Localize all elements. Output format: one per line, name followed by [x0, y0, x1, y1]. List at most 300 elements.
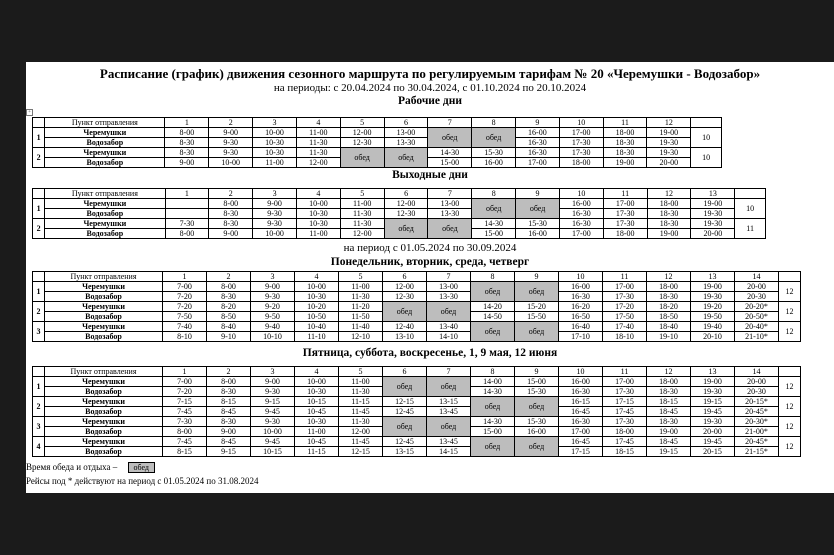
table-row [33, 397, 801, 407]
time-cell: 9-00 [209, 128, 253, 138]
time-cell: 18-20 [647, 302, 691, 312]
header-trip-number: 10 [559, 189, 603, 199]
trip-count: 12 [779, 377, 801, 397]
time-cell: 8-30 [209, 209, 253, 219]
time-cell: 18-00 [647, 282, 691, 292]
time-cell: 16-00 [559, 377, 603, 387]
time-cell: 19-40 [691, 322, 735, 332]
time-cell: 11-00 [339, 377, 383, 387]
time-cell: 17-30 [603, 219, 647, 229]
time-cell: 13-00 [384, 128, 428, 138]
time-cell: 8-30 [207, 292, 251, 302]
time-cell: 17-40 [603, 322, 647, 332]
time-cell: 18-00 [647, 199, 691, 209]
time-cell: 20-45* [735, 407, 779, 417]
header-trip-number: 6 [384, 189, 428, 199]
time-cell: 8-45 [207, 437, 251, 447]
time-cell: 9-20 [251, 302, 295, 312]
time-cell: 18-45 [647, 407, 691, 417]
time-cell: 21-10* [735, 332, 779, 342]
time-cell: 13-00 [427, 282, 471, 292]
time-cell: 13-30 [428, 209, 472, 219]
time-cell: 9-00 [209, 229, 253, 239]
bus-number: 1 [33, 282, 45, 302]
time-cell [165, 199, 209, 209]
bus-number: 1 [33, 128, 45, 148]
time-cell: 20-50* [735, 312, 779, 322]
time-cell: 9-00 [165, 158, 209, 168]
table-weekdays [32, 117, 722, 168]
header-trip-number: 8 [471, 272, 515, 282]
table-handle-icon: + [26, 109, 33, 116]
time-cell: 12-00 [340, 128, 384, 138]
time-cell: 11-30 [339, 387, 383, 397]
time-cell: 14-10 [427, 332, 471, 342]
time-cell: 8-00 [165, 128, 209, 138]
time-cell: 10-00 [297, 199, 341, 209]
time-cell: 20-30 [735, 292, 779, 302]
time-cell: 9-50 [251, 312, 295, 322]
table-row [33, 322, 801, 332]
time-cell: 15-20 [515, 302, 559, 312]
table-row [33, 138, 722, 148]
time-cell: 19-15 [691, 397, 735, 407]
time-cell: 8-15 [163, 447, 207, 457]
header-trip-number: 12 [647, 272, 691, 282]
time-cell: 20-20* [735, 302, 779, 312]
header-trip-number: 3 [251, 367, 295, 377]
table-row [33, 148, 722, 158]
asterisk-note: Рейсы под * действуют на период с 01.05.2024 по 31.08.2024 [26, 476, 259, 486]
bus-number: 2 [33, 148, 45, 168]
time-cell: 17-00 [515, 158, 559, 168]
lunch-cell: обед [384, 219, 428, 239]
time-cell: 16-30 [559, 292, 603, 302]
header-trip-number: 6 [383, 272, 427, 282]
time-cell: 9-30 [251, 292, 295, 302]
header-row [33, 189, 766, 199]
time-cell: 9-30 [209, 148, 253, 158]
time-cell: 15-00 [471, 427, 515, 437]
time-cell: 10-00 [253, 229, 297, 239]
header-stop-cell: Пункт отправления [45, 272, 163, 282]
time-cell: 16-00 [516, 229, 560, 239]
header-trip-number: 5 [340, 189, 384, 199]
header-trip-number: 8 [472, 189, 516, 199]
header-trip-number: 1 [165, 189, 209, 199]
header-trip-number: 12 [647, 367, 691, 377]
stop-name: Черемушки [45, 128, 165, 138]
time-cell: 7-50 [163, 312, 207, 322]
time-cell: 8-30 [209, 219, 253, 229]
time-cell: 9-30 [209, 138, 253, 148]
time-cell: 9-30 [253, 219, 297, 229]
time-cell: 14-30 [471, 417, 515, 427]
time-cell: 12-15 [383, 397, 427, 407]
bus-number: 3 [33, 417, 45, 437]
time-cell: 20-30* [735, 417, 779, 427]
header-trip-number: 13 [691, 272, 735, 282]
time-cell: 7-45 [163, 407, 207, 417]
time-cell: 19-15 [647, 447, 691, 457]
time-cell: 14-30 [472, 219, 516, 229]
time-cell: 11-30 [296, 138, 340, 148]
header-trip-number: 13 [691, 367, 735, 377]
time-cell: 20-00 [735, 282, 779, 292]
time-cell: 10-30 [295, 292, 339, 302]
trip-count: 11 [735, 219, 766, 239]
table-row [33, 209, 766, 219]
time-cell: 11-00 [339, 282, 383, 292]
time-cell: 19-30 [691, 292, 735, 302]
table-row [33, 199, 766, 209]
header-trip-number: 7 [427, 272, 471, 282]
time-cell: 9-10 [207, 332, 251, 342]
time-cell: 11-30 [340, 209, 384, 219]
time-cell: 19-50 [691, 312, 735, 322]
time-cell: 18-30 [647, 209, 691, 219]
header-trip-number: 7 [428, 118, 472, 128]
time-cell: 10-00 [295, 282, 339, 292]
time-cell: 20-40* [735, 322, 779, 332]
table-row [33, 437, 801, 447]
period-1-text: на периоды: с 20.04.2024 по 30.04.2024, с 01.10.2024 по 20.10.2024 [273, 82, 587, 94]
time-cell: 9-00 [251, 282, 295, 292]
table-row [33, 292, 801, 302]
lunch-cell: обед [383, 417, 427, 437]
bus-number: 2 [33, 219, 45, 239]
trip-count: 10 [691, 148, 722, 168]
time-cell: 17-45 [603, 437, 647, 447]
time-cell: 15-30 [472, 148, 516, 158]
time-cell: 18-50 [647, 312, 691, 322]
time-cell: 18-00 [603, 128, 647, 138]
time-cell: 12-00 [296, 158, 340, 168]
time-cell: 17-45 [603, 407, 647, 417]
header-row [33, 118, 722, 128]
time-cell: 10-00 [295, 377, 339, 387]
time-cell: 12-00 [383, 282, 427, 292]
stop-name: Черемушки [45, 417, 163, 427]
time-cell: 20-10 [691, 332, 735, 342]
time-cell: 19-45 [691, 437, 735, 447]
header-trip-number: 7 [427, 367, 471, 377]
stop-name: Водозабор [45, 158, 165, 168]
stop-name: Водозабор [45, 292, 163, 302]
time-cell: 19-00 [603, 158, 647, 168]
time-cell: 10-40 [295, 322, 339, 332]
time-cell: 11-00 [340, 199, 384, 209]
stop-name: Черемушки [45, 377, 163, 387]
header-trip-number: 12 [647, 189, 691, 199]
time-cell: 10-30 [295, 387, 339, 397]
trip-count: 12 [779, 417, 801, 437]
stop-name: Черемушки [45, 219, 165, 229]
time-cell: 19-00 [647, 229, 691, 239]
lunch-legend-swatch: обед [128, 462, 155, 473]
table-row [33, 377, 801, 387]
time-cell: 18-30 [647, 417, 691, 427]
time-cell: 12-30 [384, 209, 428, 219]
header-trip-number: 9 [515, 118, 559, 128]
time-cell: 14-00 [471, 377, 515, 387]
time-cell: 12-30 [340, 138, 384, 148]
time-cell: 10-00 [251, 427, 295, 437]
time-cell: 15-30 [516, 219, 560, 229]
time-cell: 20-15 [691, 447, 735, 457]
time-cell: 10-30 [253, 138, 297, 148]
time-cell: 13-40 [427, 322, 471, 332]
trip-count: 12 [779, 397, 801, 417]
time-cell: 17-00 [559, 427, 603, 437]
time-cell: 8-30 [165, 138, 209, 148]
lunch-cell: обед [515, 397, 559, 417]
header-stop-cell: Пункт отправления [45, 367, 163, 377]
header-stop-cell: Пункт отправления [45, 189, 165, 199]
header-trip-number: 4 [297, 189, 341, 199]
lunch-cell: обед [515, 282, 559, 302]
time-cell: 9-00 [207, 427, 251, 437]
header-trip-number: 2 [207, 367, 251, 377]
time-cell: 11-15 [295, 447, 339, 457]
time-cell: 8-00 [209, 199, 253, 209]
time-cell: 11-50 [339, 312, 383, 322]
time-cell: 14-20 [471, 302, 515, 312]
stop-name: Водозабор [45, 209, 165, 219]
time-cell: 11-30 [339, 417, 383, 427]
time-cell: 14-30 [428, 148, 472, 158]
stop-name: Водозабор [45, 387, 163, 397]
time-cell: 16-30 [559, 417, 603, 427]
time-cell: 15-30 [515, 417, 559, 427]
time-cell: 13-45 [427, 407, 471, 417]
time-cell: 17-30 [603, 292, 647, 302]
bus-number: 1 [33, 199, 45, 219]
lunch-cell: обед [471, 397, 515, 417]
time-cell: 20-15* [735, 397, 779, 407]
time-cell: 7-00 [163, 282, 207, 292]
time-cell: 9-00 [251, 377, 295, 387]
table-row [33, 447, 801, 457]
time-cell: 20-00 [647, 158, 691, 168]
trip-count: 12 [779, 282, 801, 302]
lunch-cell: обед [472, 199, 516, 219]
time-cell: 16-00 [515, 427, 559, 437]
trip-count: 12 [779, 322, 801, 342]
stop-name: Черемушки [45, 199, 165, 209]
time-cell: 8-20 [207, 302, 251, 312]
time-cell: 17-00 [559, 229, 603, 239]
time-cell: 10-30 [253, 148, 297, 158]
time-cell: 10-45 [295, 407, 339, 417]
time-cell: 8-00 [163, 427, 207, 437]
time-cell: 19-00 [647, 128, 691, 138]
time-cell: 16-00 [515, 128, 559, 138]
time-cell: 10-45 [295, 437, 339, 447]
time-cell: 18-15 [603, 447, 647, 457]
time-cell: 9-45 [251, 437, 295, 447]
time-cell: 17-30 [603, 387, 647, 397]
time-cell: 10-30 [297, 219, 341, 229]
time-cell: 16-30 [515, 148, 559, 158]
schedule-document [26, 62, 834, 493]
header-trip-number: 2 [207, 272, 251, 282]
time-cell: 16-00 [559, 282, 603, 292]
header-count-cell [779, 367, 801, 377]
stop-name: Водозабор [45, 427, 163, 437]
time-cell: 13-45 [427, 437, 471, 447]
header-trip-number: 11 [603, 367, 647, 377]
table-mon-thu [32, 271, 801, 342]
time-cell: 16-20 [559, 302, 603, 312]
lunch-cell: обед [427, 417, 471, 437]
time-cell: 18-30 [603, 138, 647, 148]
time-cell: 16-00 [472, 158, 516, 168]
stop-name: Черемушки [45, 397, 163, 407]
lunch-cell: обед [427, 377, 471, 397]
time-cell: 16-30 [559, 209, 603, 219]
header-trip-number: 10 [559, 118, 603, 128]
time-cell: 19-30 [647, 148, 691, 158]
time-cell: 15-00 [472, 229, 516, 239]
time-cell: 15-50 [515, 312, 559, 322]
time-cell: 17-00 [559, 128, 603, 138]
time-cell: 16-40 [559, 322, 603, 332]
header-num-cell [33, 118, 45, 128]
time-cell: 19-45 [691, 407, 735, 417]
time-cell: 17-15 [603, 397, 647, 407]
lunch-cell: обед [515, 322, 559, 342]
time-cell: 18-30 [603, 148, 647, 158]
header-trip-number: 1 [165, 118, 209, 128]
lunch-cell: обед [383, 377, 427, 397]
lunch-cell: обед [472, 128, 516, 148]
time-cell: 8-15 [207, 397, 251, 407]
header-trip-number: 6 [384, 118, 428, 128]
bus-number: 2 [33, 302, 45, 322]
table-row [33, 302, 801, 312]
table-row [33, 219, 766, 229]
time-cell: 7-40 [163, 322, 207, 332]
time-cell: 12-10 [339, 332, 383, 342]
time-cell: 19-00 [647, 427, 691, 437]
heading-fri-sun: Пятница, суббота, воскресенье, 1, 9 мая, 12 июня [302, 347, 558, 359]
time-cell: 17-30 [559, 148, 603, 158]
time-cell: 11-00 [295, 427, 339, 437]
time-cell: 15-00 [428, 158, 472, 168]
lunch-cell: обед [516, 199, 560, 219]
header-trip-number: 3 [251, 272, 295, 282]
lunch-cell: обед [428, 128, 472, 148]
time-cell: 19-30 [691, 387, 735, 397]
time-cell: 16-30 [559, 219, 603, 229]
time-cell: 20-30 [735, 387, 779, 397]
time-cell: 7-20 [163, 302, 207, 312]
time-cell: 19-30 [691, 209, 735, 219]
time-cell: 11-15 [339, 397, 383, 407]
header-trip-number: 8 [472, 118, 516, 128]
header-trip-number: 10 [559, 367, 603, 377]
time-cell: 16-00 [559, 199, 603, 209]
time-cell: 16-50 [559, 312, 603, 322]
header-trip-number: 2 [209, 189, 253, 199]
time-cell: 13-10 [383, 332, 427, 342]
time-cell: 11-00 [253, 158, 297, 168]
time-cell: 12-45 [383, 407, 427, 417]
header-trip-number: 11 [603, 189, 647, 199]
period-2-text: на период с 01.05.2024 по 30.09.2024 [343, 242, 517, 254]
time-cell: 17-30 [559, 138, 603, 148]
time-cell: 19-30 [691, 219, 735, 229]
lunch-cell: обед [340, 148, 384, 168]
header-trip-number: 7 [428, 189, 472, 199]
header-trip-number: 1 [163, 272, 207, 282]
stop-name: Водозабор [45, 229, 165, 239]
time-cell: 12-30 [383, 292, 427, 302]
time-cell: 9-30 [253, 209, 297, 219]
time-cell: 11-30 [339, 292, 383, 302]
time-cell: 18-15 [647, 397, 691, 407]
time-cell: 11-30 [340, 219, 384, 229]
header-trip-number: 14 [735, 367, 779, 377]
time-cell: 20-00 [691, 229, 735, 239]
table-weekends [32, 188, 766, 239]
header-trip-number: 11 [603, 272, 647, 282]
header-trip-number: 10 [559, 272, 603, 282]
time-cell: 10-00 [253, 128, 297, 138]
stop-name: Водозабор [45, 447, 163, 457]
lunch-cell: обед [471, 322, 515, 342]
time-cell: 7-30 [163, 417, 207, 427]
trip-count: 12 [779, 437, 801, 457]
bus-number: 3 [33, 322, 45, 342]
time-cell: 10-20 [295, 302, 339, 312]
lunch-cell: обед [471, 437, 515, 457]
header-trip-number: 4 [295, 367, 339, 377]
document-title: Расписание (график) движения сезонного маршрута по регулируемым тарифам № 20 «Черемушки - Водозабор» [99, 66, 761, 81]
stop-name: Черемушки [45, 302, 163, 312]
time-cell: 20-00 [735, 377, 779, 387]
time-cell: 17-15 [559, 447, 603, 457]
time-cell: 18-00 [559, 158, 603, 168]
time-cell: 18-00 [603, 427, 647, 437]
time-cell: 16-45 [559, 437, 603, 447]
time-cell: 11-20 [339, 302, 383, 312]
header-stop-cell: Пункт отправления [45, 118, 165, 128]
stop-name: Черемушки [45, 148, 165, 158]
time-cell: 11-30 [296, 148, 340, 158]
header-trip-number: 4 [295, 272, 339, 282]
header-num-cell [33, 367, 45, 377]
time-cell: 15-00 [515, 377, 559, 387]
table-row [33, 417, 801, 427]
heading-mon-thu: Понедельник, вторник, среда, четверг [330, 256, 530, 268]
time-cell: 19-20 [691, 302, 735, 312]
time-cell: 20-45* [735, 437, 779, 447]
header-trip-number: 2 [209, 118, 253, 128]
time-cell: 13-30 [384, 138, 428, 148]
stop-name: Водозабор [45, 407, 163, 417]
time-cell: 17-00 [603, 199, 647, 209]
table-fri-sun [32, 366, 801, 457]
stop-name: Черемушки [45, 282, 163, 292]
header-row [33, 367, 801, 377]
bus-number: 2 [33, 397, 45, 417]
time-cell: 17-10 [559, 332, 603, 342]
stop-name: Водозабор [45, 312, 163, 322]
time-cell: 7-30 [165, 219, 209, 229]
time-cell: 18-30 [647, 387, 691, 397]
